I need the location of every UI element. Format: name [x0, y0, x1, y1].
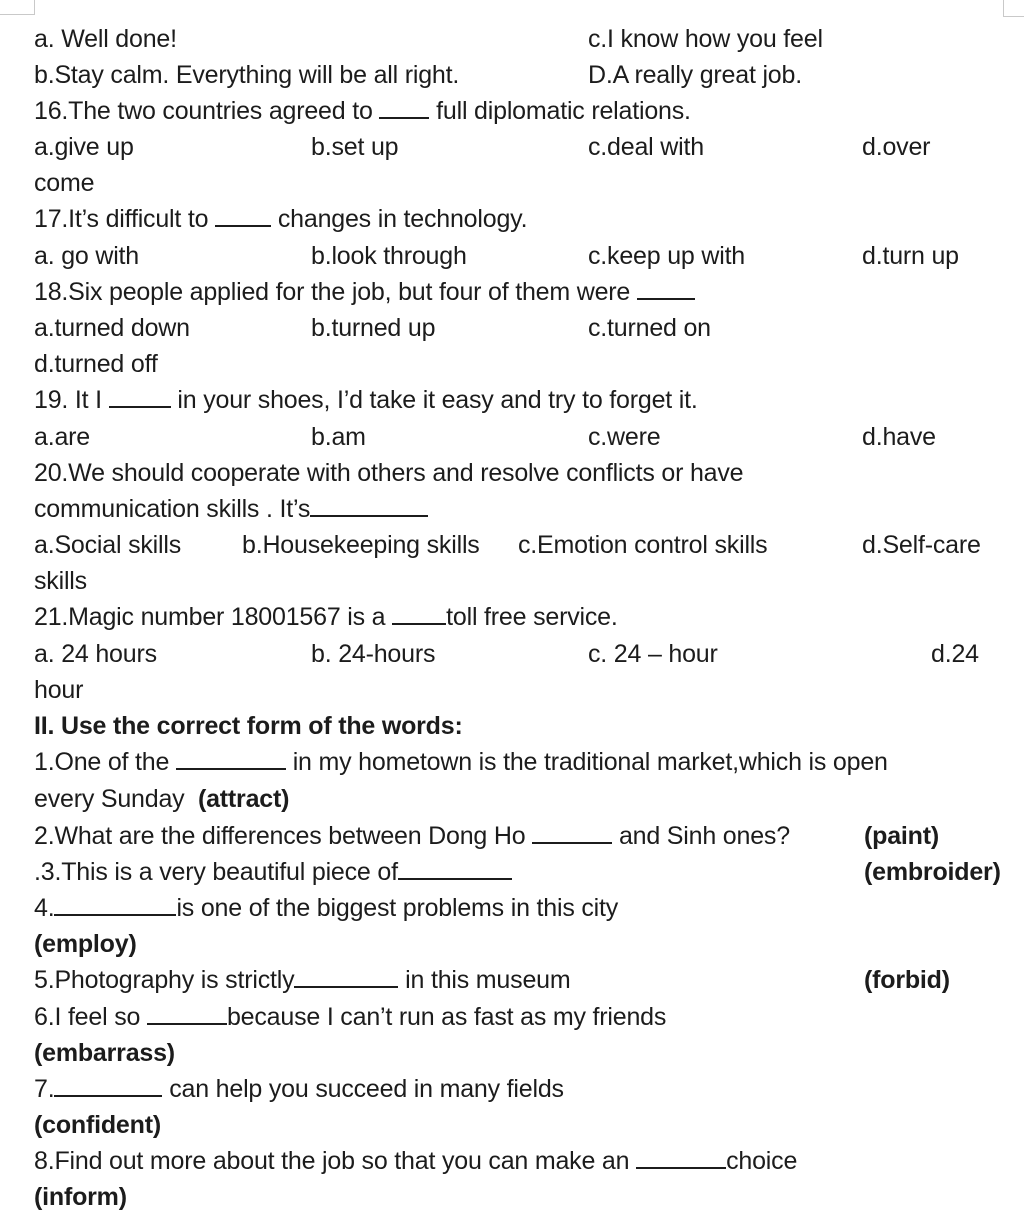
word-form-item-1: 1.One of the in my hometown is the traditional market,which is open [34, 748, 888, 776]
q20-option-d: d.Self-care [862, 531, 981, 559]
word-form-item-6: 6.I feel so because I can’t run as fast as my friends [34, 1003, 667, 1031]
word-form-item-2: 2.What are the differences between Dong Ho and Sinh ones? [34, 822, 790, 850]
word-form-item-5: 5.Photography is strictly in this museum [34, 966, 571, 994]
q19-stem: 19. It I in your shoes, I’d take it easy and try to forget it. [34, 386, 698, 414]
item-7-word: (confident) [34, 1111, 161, 1139]
q16-blank [379, 97, 429, 119]
item-2-blank [532, 822, 612, 844]
prev-option-d: D.A really great job. [588, 61, 802, 89]
prev-option-c: c.I know how you feel [588, 25, 823, 53]
section-heading: II. Use the correct form of the words: [34, 712, 463, 740]
word-form-item-3: .3.This is a very beautiful piece of [34, 857, 512, 887]
q19-option-d: d.have [862, 423, 936, 451]
q17-stem: 17.It’s difficult to changes in technology. [34, 205, 528, 233]
q16-option-a: a.give up [34, 133, 134, 161]
q17-option-d: d.turn up [862, 242, 959, 270]
q17-blank [215, 205, 271, 227]
q16-stem: 16.The two countries agreed to full diplomatic relations. [34, 97, 691, 125]
q19-option-c: c.were [588, 423, 661, 451]
item-8-blank [636, 1147, 726, 1169]
q20-option-c: c.Emotion control skills [518, 531, 768, 559]
q19-option-a: a.are [34, 423, 90, 451]
q20-stem-line1: 20.We should cooperate with others and resolve conflicts or have [34, 459, 744, 487]
item-6-word: (embarrass) [34, 1039, 175, 1067]
q21-option-d: d.24 [931, 640, 979, 668]
item-7-blank [54, 1075, 162, 1097]
q17-option-a: a. go with [34, 242, 140, 270]
word-form-item-4: 4. is one of the biggest problems in this city [34, 894, 619, 922]
q20-stem-line2: communication skills . It’s [34, 494, 428, 524]
item-1-blank [176, 748, 286, 770]
page-corner-right [1003, 0, 1024, 17]
prev-option-a: a. Well done! [34, 25, 177, 53]
item-5-word: (forbid) [864, 966, 950, 994]
item-5-blank [294, 966, 398, 988]
q20-option-d-cont: skills [34, 567, 87, 595]
q20-blank [310, 495, 428, 517]
prev-option-b: b.Stay calm. Everything will be all right. [34, 61, 460, 89]
q16-option-d: d.over [862, 133, 931, 161]
q21-option-d-cont: hour [34, 676, 84, 704]
q19-blank [109, 386, 171, 408]
q20-option-b: b.Housekeeping skills [242, 531, 480, 559]
item-1-word: (attract) [197, 785, 290, 813]
item-2-word: (paint) [864, 822, 939, 850]
q18-option-d: d.turned off [34, 350, 158, 378]
q18-blank [637, 278, 695, 300]
q17-option-c: c.keep up with [588, 242, 746, 270]
q16-option-b: b.set up [311, 133, 399, 161]
page-corner-left [0, 0, 35, 15]
item-6-blank [147, 1003, 227, 1025]
q18-stem: 18.Six people applied for the job, but four of them were [34, 277, 695, 307]
q21-option-a: a. 24 hours [34, 640, 157, 668]
word-form-item-8: 8.Find out more about the job so that you can make an choice [34, 1147, 798, 1175]
item-3-word: (embroider) [864, 858, 1001, 886]
q16-option-d-cont: come [34, 169, 95, 197]
item-4-word: (employ) [34, 930, 137, 958]
q20-option-a: a.Social skills [34, 531, 182, 559]
item-8-word: (inform) [34, 1183, 127, 1211]
q21-option-c: c. 24 – hour [588, 640, 718, 668]
q21-option-b: b. 24-hours [311, 640, 436, 668]
q16-option-c: c.deal with [588, 133, 704, 161]
item-4-blank [54, 894, 176, 916]
q18-option-c: c.turned on [588, 314, 711, 342]
word-form-item-7: 7. can help you succeed in many fields [34, 1075, 564, 1103]
word-form-item-1-cont: every Sunday (attract) [34, 785, 290, 813]
q21-blank [392, 603, 446, 625]
q18-option-b: b.turned up [311, 314, 436, 342]
q17-option-b: b.look through [311, 242, 467, 270]
q18-option-a: a.turned down [34, 314, 190, 342]
q21-stem: 21.Magic number 18001567 is a toll free service. [34, 603, 618, 631]
item-3-blank [398, 858, 512, 880]
q19-option-b: b.am [311, 423, 366, 451]
